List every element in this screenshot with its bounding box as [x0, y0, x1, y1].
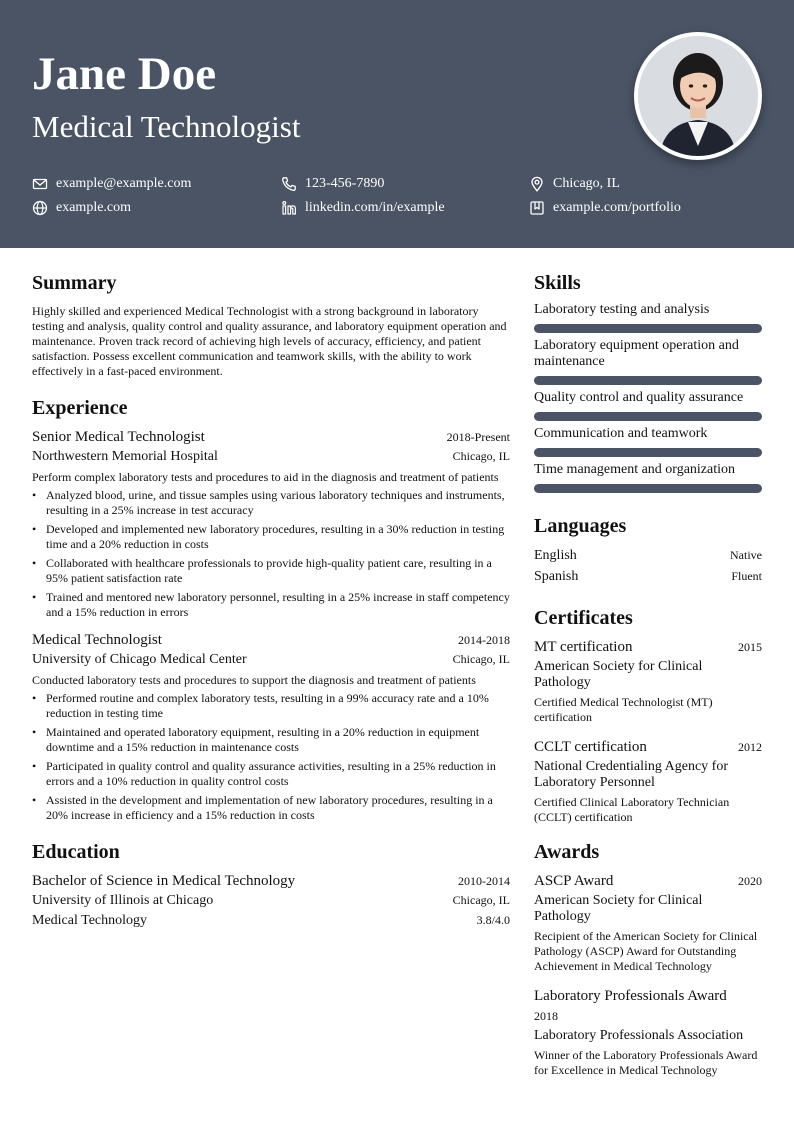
- certificates-section: [534, 605, 762, 825]
- award-description: Recipient of the American Society for Clinical Pathology (ASCP) Award for Outstanding Achievement in Medical Technology: [534, 929, 758, 973]
- contact-website-text: example.com: [56, 200, 132, 215]
- skill-name: Laboratory testing and analysis: [534, 302, 710, 317]
- candidate-title: Medical Technologist: [32, 109, 301, 144]
- skill-item: [534, 390, 762, 421]
- right-column: [534, 270, 762, 1078]
- summary-heading: Summary: [32, 272, 117, 294]
- job-achievements: [32, 488, 510, 620]
- language-item: [534, 545, 762, 566]
- skill-item: [534, 426, 762, 457]
- job-company: Northwestern Memorial Hospital: [32, 449, 218, 464]
- experience-entry: [32, 630, 510, 823]
- globe-icon: [32, 200, 48, 216]
- experience-entry: [32, 427, 510, 620]
- linkedin-icon: [281, 200, 297, 216]
- candidate-name: Jane Doe: [32, 48, 217, 100]
- languages-heading: Languages: [534, 515, 627, 537]
- skill-item: [534, 302, 762, 333]
- contact-phone-text: 123-456-7890: [305, 176, 385, 191]
- award-year: 2020: [738, 874, 762, 888]
- mail-icon: [32, 176, 48, 192]
- contact-portfolio[interactable]: [529, 199, 681, 217]
- location-pin-icon: [529, 176, 545, 192]
- summary-text: Highly skilled and experienced Medical Technologist with a strong background in laboratory testing and analysis, quality control and quality assurance, and laboratory equipment operation and maintenance. Proven track record of achieving high levels of accuracy, efficiency, and patient satisfaction. Possess excellent communication and teamwork skills, with the ability to work effectively in a fast-paced environment.: [32, 304, 507, 378]
- profile-photo: [634, 32, 762, 160]
- job-title: Senior Medical Technologist: [32, 429, 205, 445]
- degree-name: Bachelor of Science in Medical Technology: [32, 873, 296, 889]
- certificate-item: [534, 737, 762, 825]
- certificate-year: 2015: [738, 640, 762, 654]
- certificates-heading: Certificates: [534, 607, 633, 629]
- certificate-name: CCLT certification: [534, 739, 647, 755]
- school-location: Chicago, IL: [452, 893, 510, 907]
- achievement-item: • Performed routine and complex laboratory tests, resulting in a 99% accuracy rate and a 10% reduction in testing time: [32, 691, 510, 721]
- certificate-description: Certified Clinical Laboratory Technician (CCLT) certification: [534, 795, 730, 824]
- awards-section: [534, 839, 762, 1078]
- award-item: [534, 871, 762, 974]
- contact-location-text: Chicago, IL: [553, 176, 620, 191]
- award-name: Laboratory Professionals Award: [534, 988, 727, 1004]
- school-name: University of Illinois at Chicago: [32, 893, 214, 908]
- achievement-item: • Analyzed blood, urine, and tissue samples using various laboratory techniques and instruments, resulting in a 25% increase in test accuracy: [32, 488, 510, 518]
- education-heading: Education: [32, 841, 120, 863]
- contact-linkedin[interactable]: [281, 199, 445, 217]
- skill-name: Time management and organization: [534, 462, 736, 477]
- skills-heading: Skills: [534, 272, 581, 294]
- achievement-item: • Participated in quality control and quality assurance activities, resulting in a 25% reduction in errors and a 10% reduction in quality control costs: [32, 759, 510, 789]
- phone-icon: [281, 176, 297, 192]
- achievement-item: • Collaborated with healthcare professionals to provide high-quality patient care, resulting in a 95% patient satisfaction rate: [32, 556, 510, 586]
- job-dates: 2014-2018: [458, 633, 510, 647]
- language-level: Native: [730, 548, 762, 562]
- languages-section: [534, 513, 762, 587]
- education-section: [32, 839, 510, 931]
- award-issuer: American Society for Clinical Pathology: [534, 893, 703, 924]
- skill-level-bar: [534, 324, 762, 333]
- contact-linkedin-text: linkedin.com/in/example: [305, 200, 445, 215]
- language-name: English: [534, 548, 577, 563]
- skill-level-bar: [534, 484, 762, 493]
- job-dates: 2018-Present: [446, 430, 510, 444]
- skills-section: [534, 270, 762, 493]
- job-description: Conducted laboratory tests and procedures to support the diagnosis and treatment of patients: [32, 673, 476, 687]
- certificate-issuer: American Society for Clinical Pathology: [534, 659, 703, 690]
- language-item: [534, 566, 762, 587]
- contact-location: [529, 175, 620, 193]
- skill-name: Communication and teamwork: [534, 426, 708, 441]
- award-year: 2018: [534, 1009, 558, 1023]
- skill-level-bar: [534, 412, 762, 421]
- skill-level-bar: [534, 376, 762, 385]
- portfolio-icon: [529, 200, 545, 216]
- job-location: Chicago, IL: [452, 652, 510, 666]
- language-name: Spanish: [534, 569, 579, 584]
- contact-email-text: example@example.com: [56, 176, 192, 191]
- contact-email[interactable]: [32, 175, 191, 193]
- certificate-name: MT certification: [534, 639, 633, 655]
- experience-heading: Experience: [32, 397, 128, 419]
- summary-section: [32, 270, 510, 379]
- contact-portfolio-text: example.com/portfolio: [553, 200, 681, 215]
- education-dates: 2010-2014: [458, 874, 510, 888]
- skill-item: [534, 338, 762, 385]
- achievement-item: • Developed and implemented new laboratory procedures, resulting in a 30% reduction in testing time and a 20% reduction in costs: [32, 522, 510, 552]
- contact-website[interactable]: [32, 199, 131, 217]
- achievement-item: • Maintained and operated laboratory equipment, resulting in a 20% reduction in equipment downtime and a 15% reduction in maintenance costs: [32, 725, 510, 755]
- skill-item: [534, 462, 762, 493]
- profile-photo-illustration: [638, 36, 758, 156]
- job-description: Perform complex laboratory tests and procedures to aid in the diagnosis and treatment of patients: [32, 470, 499, 484]
- skill-name: Quality control and quality assurance: [534, 390, 744, 405]
- experience-section: [32, 395, 510, 823]
- skill-level-bar: [534, 448, 762, 457]
- award-issuer: Laboratory Professionals Association: [534, 1028, 744, 1043]
- gpa: 3.8/4.0: [476, 913, 510, 927]
- certificate-issuer: National Credentialing Agency for Laboratory Personnel: [534, 759, 728, 790]
- achievement-item: • Trained and mentored new laboratory personnel, resulting in a 25% increase in staff competency and a 15% reduction in errors: [32, 590, 510, 620]
- field-of-study: Medical Technology: [32, 913, 148, 928]
- job-achievements: [32, 691, 510, 823]
- job-title: Medical Technologist: [32, 632, 162, 648]
- job-location: Chicago, IL: [452, 449, 510, 463]
- language-level: Fluent: [731, 569, 762, 583]
- achievement-item: • Assisted in the development and implementation of new laboratory procedures, resulting in a 20% increase in efficiency and a 15% reduction in costs: [32, 793, 510, 823]
- awards-heading: Awards: [534, 841, 600, 863]
- job-company: University of Chicago Medical Center: [32, 652, 247, 667]
- resume-header: [0, 0, 794, 248]
- award-name: ASCP Award: [534, 873, 614, 889]
- skill-name: Laboratory equipment operation and maintenance: [534, 338, 739, 369]
- left-column: [32, 270, 510, 931]
- certificate-description: Certified Medical Technologist (MT) certification: [534, 695, 713, 724]
- contact-phone[interactable]: [281, 175, 384, 193]
- certificate-item: [534, 637, 762, 725]
- certificate-year: 2012: [738, 740, 762, 754]
- award-description: Winner of the Laboratory Professionals Award for Excellence in Medical Technology: [534, 1048, 758, 1077]
- award-item: [534, 986, 762, 1078]
